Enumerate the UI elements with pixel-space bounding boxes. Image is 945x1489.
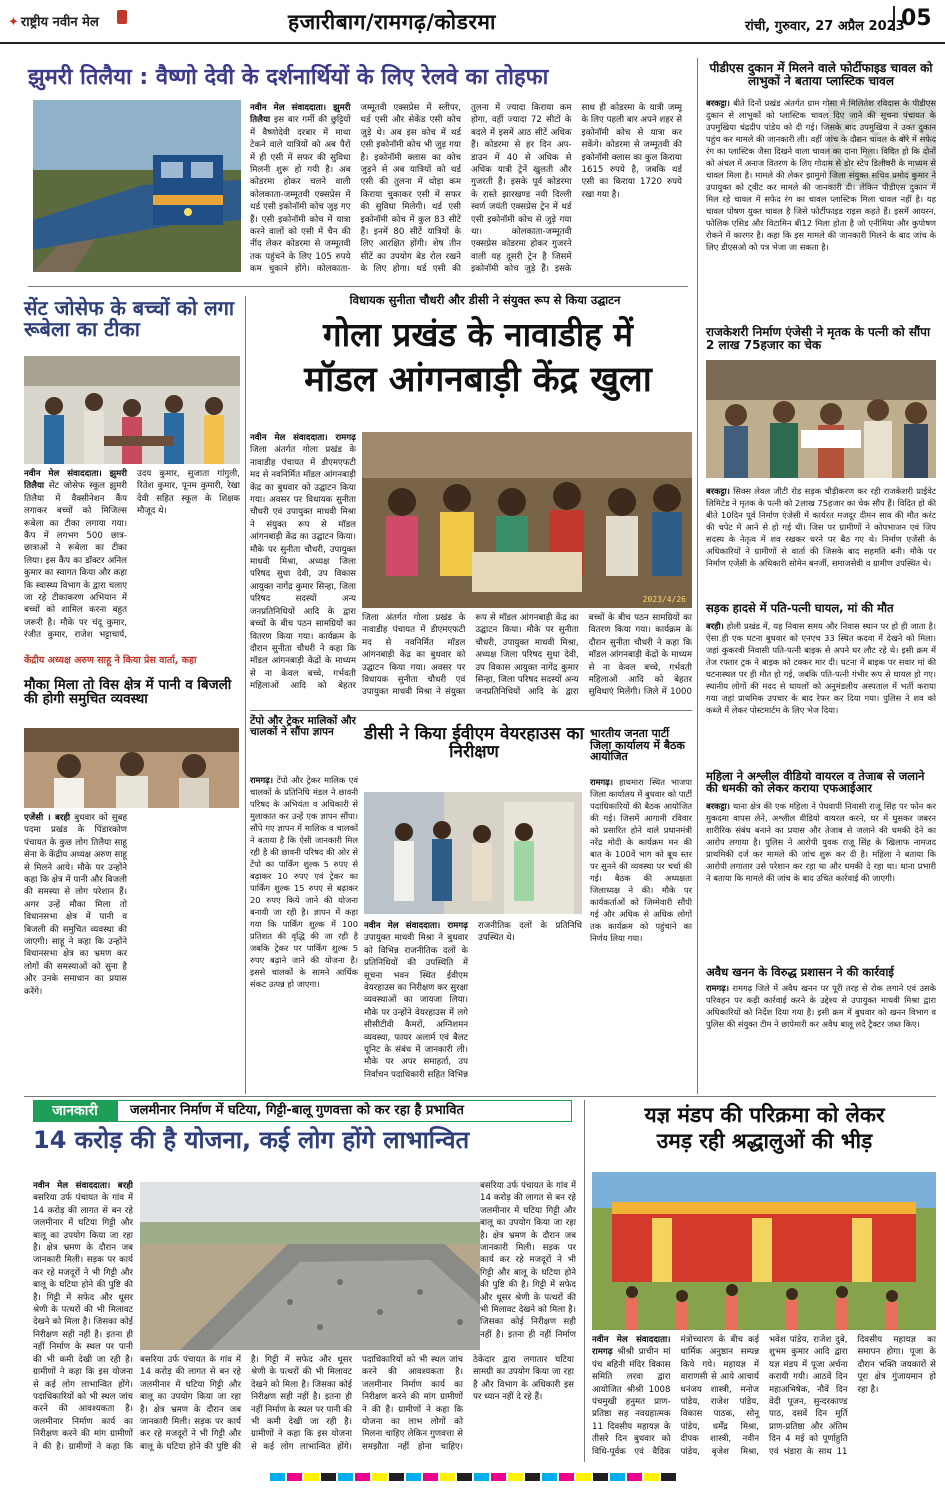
divider [250, 710, 692, 711]
rice-body [706, 97, 936, 317]
bjp-headline: भारतीय जनता पार्टी जिला कार्यालय में बैठक आयोजित [590, 727, 685, 764]
press-kicker: केंद्रीय अध्यक्ष अरुण साहू ने किया प्रेस वार्ता, कहा [24, 655, 197, 666]
compensation-body [706, 485, 936, 597]
rubella-dateline: नवीन मेल संवाददाता। झुमरी तिलैया [24, 469, 127, 492]
compensation-dateline: बरकट्ठा। [706, 486, 730, 496]
train-text: इस बार गर्मी की छुट्टियों में वैष्णोदेवी दरबार में माथा टेकने वाले यात्रियों को अब पैरों में ही एसी में सफर की सुविधा मिलनी शुरू हो गयी है। अब कोडरमा होकर चलने वाली कोलकाता-जम्मूतवी एक्सप्रेस में थर्ड एसी इकोनॉमी कोच जुड़ गए हैं। एसी इकोनॉमी कोच में यात्रा करने वालों को एसी में चैन की नींद लेकर कोडरमा से जम्मूतवी तक पहुंचने के लिए 105 रुपये कम चुकाने होंगे। कोलकाता-जम्मूतवी एक्सप्रेस में स्लीपर, थर्ड एसी और सेकेंड एसी कोच जुड़े थे। अब इस कोच में थर्ड एसी इकोनॉमी कोच भी जुड़ गया है। इकोनॉमी क्लास का कोच जुड़ने से अब यात्रियों को थर्ड एसी की तुलना में थोड़ा कम किराया चुकाकर एसी में सफर की सुविधा मिलेगी। थर्ड एसी इकोनॉमी कोच में कुल 83 सीटें हैं। इनमें 80 सीटें यात्रियों के लिए आरक्षित होंगी। शेष तीन सीटें का उपयोग बेड रोल रखने के लिए होगा। थर्ड एसी की तुलना में ज्यादा किराया कम होगा, वहीं ज्यादा 72 सीटों के बदले में इसमें आठ सीटें अधिक हैं। कोडरमा से हर दिन अप-डाउन में 40 से अधिक से अधिक यात्री ट्रेनें खुलती और गुजरती हैं। इसके पूर्व कोडरमा के रास्ते झारखण्ड नयी दिल्ली स्वर्ण जयंती एक्सप्रेस ट्रेन में थर्ड एसी इकोनॉमी कोच से जुड़े गया था। कोलकाता-जम्मूतवी एक्सप्रेस कोडरमा होकर गुजरने वाली यह दूसरी ट्रेन है जिसमें इकोनॉमी कोच जुड़े हैं। इसके साथ ही कोडरमा के यात्री जम्मू के लिए पहली बार अपने शहर से इकोनॉमी कोच से यात्रा कर सकेंगे। कोडरमा से जम्मूतवी की इकोनॉमी क्लास का कुल किराया 1615 रुपये है, जबकि थर्ड एसी का किराया 1720 रुपये रखा गया है। [250, 103, 682, 275]
press-headline: मौका मिला तो विस क्षेत्र में पानी व बिजली की होगी समुचित व्यवस्था [24, 677, 232, 708]
rubella-text: सेंट जोसेफ स्कूल झुमरी तिलैया में वैक्सीनेशन कैंप लगाकर बच्चों को मिजिल्स रूबेला का टीका लगाया गया। कैंप में लगभग 500 छात्र-छात्राओं ने रूबेला का टीका लिया। इस कैंप का डॉक्टर अनिल कुमार का स्वागत किया और कहा कि स्वास्थ्य विभाग के द्वारा चलाए जा रहे टीकाकरण अभियान में बच्चों को शामिल करना बहुत जरूरी है। मौके पर चंदू कुमार, रंजीत कुमार, राजेश भट्टाचार्य, उदय कुमार, सुजाता गांगुली, रितेश कुमार, पूनम कुमारी, रेखा देवी सहित स्कूल के शिक्षक मौजूद थे। [24, 469, 240, 641]
mining-body [706, 982, 936, 1092]
section-title: हजारीबाग/रामगढ़/कोडरमा [288, 10, 496, 34]
train-dateline: नवीन मेल संवाददाता। झुमरी तिलैया [250, 103, 351, 126]
press-photo [24, 728, 239, 808]
column-divider [697, 58, 698, 1094]
accident-dateline: बरही। [706, 621, 724, 631]
rubella-headline: सेंट जोसेफ के बच्चों को लगा रूबेला का टीका [24, 296, 235, 341]
compensation-text: सिक्स लेवल जीटी रोड सड़क चौड़ीकरण कर रही राजकेशरी प्राईवेट लिमिटेड ने मृतक के पत्नी को 2लाख 75हजार का चेक सौंप हैं। विदित हो की बीते 10दिन पूर्व निर्माण एंजेसी में कार्यरत मजदूर दीमन साव की मौत करंट की चपेट में आने से हो गई थी। जिस पर ग्रामीणों ने कोपभाजन एवं जिप सदस्य के नेतृत्व में शव रखकर धरने पर बैठ गए थे। निर्माण एजेंसी के अधिकारियों ने ग्रामीणों से वार्ता की जिसके बाद सहमति बनी। मौके पर निर्माण एजेंसी के अधिकारी सोमेन बनर्जी, समाजसेवी व ग्रामीण उपस्थित थे। [706, 486, 936, 568]
water-strap: जलमीनार निर्माण में घटिया, गिट्टी-बालू गुणवत्ता को कर रहा है प्रभावित [117, 1100, 572, 1122]
dc-text: उपायुक्त माधवी मिश्रा ने बुधवार को विभिन्न राजनीतिक दलों के प्रतिनिधियों की उपस्थिति में सूचना भवन स्थित ईवीएम वेयरहाउस का निरीक्षण कर सुरक्षा व्यवस्थाओं का जायजा लिया। मौके पर उन्होंने वेयरहाउस में लगे सीसीटीवी कैमरों, अग्निशमन व्यवस्था, फायर अलार्म एवं बैलट यूनिट के संबंध में जानकारी ली। मौके पर अपर समाहर्ता, उप निर्वाचन पदाधिकारी सहित विभिन्न राजनीतिक दलों के प्रतिनिधि उपस्थित थे। [364, 921, 582, 1080]
video-headline: महिला ने अश्लील वीडियो वायरल व तेजाब से जलाने की धमकी को लेकर कराया एफआईआर [706, 769, 925, 796]
water-body-left [33, 1180, 133, 1462]
masthead [0, 0, 945, 44]
train-body [250, 102, 682, 278]
anganwadi-headline-2: मॉडल आंगनबाड़ी केंद्र खुला [304, 360, 652, 400]
video-text: थाना क्षेत्र की एक महिला ने पेघवापी निवासी राजू सिंह पर फोन कर मुकदमा वापस लेने, अश्लील वीडियो वायरल करने, घर में घुसकर जबरन शारीरिक संबंध बनाने का प्रयास और तेजाब से जलाने की धमकी देने का आरोप लगाया है। पुलिस ने आरोपी युवक राजू सिंह के खिलाफ नामजद प्राथमिकी दर्ज कर मामले की जांच शुरू कर दी है। महिला ने बताया कि आरोपी लगातार उसे परेशान कर रहा था और धमकी दे रहा था। थाना प्रभारी ने बताया कि मामले की जांच के बाद उचित कार्रवाई की जाएगी। [706, 801, 936, 883]
dc-dateline: नवीन मेल संवाददाता। रामगढ़ [364, 921, 468, 931]
divider [28, 286, 688, 287]
accident-text: होली प्रखंड में, यह निवास समय और निवास स्थान पर हो ही जाता है। ऐसा ही एक घटना बुधवार को एनएच 33 स्थित कदवा में देखने को मिला। जहां कुकरवी निवासी पति-पत्नी बाइक से अपने घर लौट रहे थे। इसी क्रम में तेज रफ्तार ट्रक ने बाइक को टक्कर मार दी। घटना में बाइक पर सवार मां की घटनास्थल पर ही मौत हो गई, जबकि पति-पत्नी गंभीर रूप से घायल हो गए। स्थानीय लोगों की मदद से घायलों को अनुमंडलीय अस्पताल में भर्ती कराया गया जहां प्राथमिक उपचार के बाद रेफर कर दिया गया। पुलिस ने शव को कब्जे में लेकर पोस्टमार्टम के लिए भेज दिया। [706, 621, 936, 715]
brand-name: राष्ट्रीय नवीन मेल [20, 15, 99, 30]
tempo-body [250, 774, 358, 1094]
dc-headline: डीसी ने किया ईवीएम वेयरहाउस का निरीक्षण [364, 724, 584, 762]
water-body-bottom [140, 1354, 574, 1462]
mining-headline: अवैध खनन के विरुद्ध प्रशासन ने की कार्रवाई [706, 965, 894, 979]
anganwadi-text-cont: जिला अंतर्गत गोला प्रखंड के नावाडीह पंचायत में डीएमएफटी मद से नवनिर्मित मॉडल आंगनबाड़ी केंद्र का बुधवार को उद्घाटन किया गया। अवसर पर विधायक सुनीता चौधरी एवं उपायुक्त माधवी मिश्रा ने संयुक्त रूप से मॉडल आंगनबाड़ी केंद्र का उद्घाटन किया। मौके पर सुनीता चौधरी, उपायुक्त माधवी मिश्रा, अध्यक्ष जिला परिषद सुधा देवी, उप विकास आयुक्त नागेंद्र कुमार सिन्हा, जिला परिषद सदस्यों अन्य जनप्रतिनिधियों आदि के द्वारा बच्चों के बीच पठन सामग्रियों का वितरण किया गया। कार्यक्रम के दौरान सुनीता चौधरी ने कहा कि मॉडल आंगनबाड़ी केंद्रों के माध्यम से ना केवल बच्चे, गर्भवती महिलाओं आदि को बेहतर सुविधाएं मिलेंगी। जिले में 1000 [362, 613, 692, 698]
video-dateline: बरकट्ठा। [706, 801, 730, 811]
press-text: बुधवार को सुबह पदमा प्रखंड के पिंडारकोण पंचायत के कुछ लोग तिलैया साहू सेना के केंद्रीय अध्यक्ष अरुण साहू से मिलने आये। मौके पर उन्होंने कहा कि क्षेत्र में पानी और बिजली की समस्या से लोग परेशान हैं। अगर उन्हें मौका मिला तो विधानसभा क्षेत्र में पानी व बिजली की समुचित व्यवस्था की जाएगी। साहू ने कहा कि उन्होंने विधानसभा क्षेत्र का भ्रमण कर लोगों की समस्याओं को सुना है और उनके समाधान का प्रयास करेंगे। [24, 813, 128, 997]
water-dateline: नवीन मेल संवाददाता। बरही [33, 1181, 133, 1191]
rubella-body [24, 468, 240, 644]
rice-dateline: बरकट्ठा। [706, 98, 730, 108]
rice-text: बीते दिनों प्रखंड अंतर्गत ग्राम गोसा में मिलितेश रविदास के पीडीएस दुकान से लाभुकों को प्लास्टिक चावल दिए जाने की सूचना पंचायत के उपमुखिया चंद्रदीप पांडेय को दी गई। जिसके बाद उपमुखिया ने उक्त दुकान पहुंच कर मामले की जानकारी ली। वहीं जांच के दौरान चावल के बोरे में सफेद रंग का प्लास्टिक जैसा दिखने वाला चावल का दाना मिला। विदित हो कि दोनों को अंचल में अनाज वितरण के लिए गोदाम से डोर स्टेप डिलीवरी के माध्यम से चावल मिला है। मामले की लेकर झामुमो जिला संयुक्त सचिव प्रमोद कुमार ने उपायुक्त को ट्वीट कर मामले की जानकारी दी। लेकिन पीडीएस दुकान में मिल रहे चावल में सफेद रंग का चावल प्लास्टिक मिला चावल नहीं है। यह चावल पोषण युक्त चावल है जिसे फोर्टीफाइड राइस कहते हैं। इसमें आयरन, फोलिक एसिड और विटामिन बी12 मिला होता है जो एनीमिया और कुपोषण रोकने में कारगर है। कहा कि इस मामले की जानकारी मिलने के बाद जांच के लिए डीएसओ को पत्र भेजा जा सकता है। [706, 98, 936, 252]
brand-logo [8, 12, 99, 30]
water-text: बसरिया उर्फ पंचायत के गांव में 14 करोड़ की लागत से बन रहे जलमीनार में घटिया गिट्टी और बालू का उपयोग किया जा रहा है। क्षेत्र भ्रमण के दौरान जब जानकारी मिली। सड़क पर कार्य कर रहे मजदूरों ने भी गिट्टी और बालू के घटिया होने की पुष्टि की है। गिट्टी में सफेद और धूसर श्रेणी के पत्थरों की भी मिलावट देखने को मिला है। जिसका कोई निरीक्षण सही नहीं है। इतना ही नहीं निर्माण के स्थल पर पानी की भी कमी देखी जा रही है। ग्रामीणों ने कहा कि इस योजना से कई लोग लाभान्वित होंगे। पदाधिकारियों को भी स्थल जांच करने की आवश्यकता है। जलमीनार निर्माण कार्य का निरीक्षण करने की मांग ग्रामीणों ने की है। ग्रामीणों ने कहा कि [33, 1193, 133, 1452]
bjp-text: हाथमारा स्थित भाजपा जिला कार्यालय में बुधवार को पार्टी पदाधिकारियों की बैठक आयोजित की गई। जिसमें आगामी रविवार को प्रसारित होने वाले प्रधानमंत्री नरेंद्र मोदी के कार्यक्रम मन की बात के 100वें भाग को बूथ स्तर पर सुनने की व्यवस्था पर चर्चा की गई। बैठक की अध्यक्षता जिलाध्यक्ष ने की। मौके पर कार्यकर्ताओं को जिम्मेवारी सौंपी गई और अधिक से अधिक लोगों तक कार्यक्रम को पहुंचाने का निर्णय लिया गया। [590, 777, 692, 943]
cheque-photo [706, 360, 936, 478]
yagya-headline-1: यज्ञ मंडप की परिक्रमा को लेकर [644, 1103, 885, 1127]
yagya-photo [592, 1172, 936, 1330]
yagya-text: श्रीश्री प्राचीन मां पंच बहिनी मंदिर विकास समिति लरवा द्वारा आयोजित श्रीश्री 1008 पंचमुखी हनुमत प्राण-प्रतिष्ठा सह नवग्रहात्मक 11 दिवसीय महायज्ञ के तीसरे दिन बुधवार को विधि-पूर्वक एवं वैदिक मंत्रोच्चारण के बीच कई धार्मिक अनुष्ठान सम्पन्न किये गये। महायज्ञ में वाराणसी से आये आचार्य धनंजय शास्त्री, मनोज पांडेय, राजेश पांडेय, विकास पाठक, सोनू पांडेय, धर्मेंद्र मिश्रा, दीपक शास्त्री, नवीन पांडेय, बृजेश मिश्रा, भवेश पांडेय, राजेश दुबे, शुभम कुमार आदि द्वारा यज्ञ मंडप में पूजा अर्चना करायी गयी। आठवें दिन महाअभिषेक, नौवें दिन वेदी पूजन, सुन्दरकाण्ड पाठ, दसवें दिन मूर्ति प्राण-प्रतिष्ठा और अंतिम दिन 4 मई को पूर्णाहुति एवं भंडारा के साथ 11 दिवसीय महायज्ञ का समापन होगा। पूजा के दौरान भक्ति जयकारों से पूरा क्षेत्र गुंजायमान हो रहा है। [592, 1335, 936, 1457]
rice-headline: पीडीएस दुकान में मिलने वाले फोर्टीफाइड चावल को लाभुकों ने बताया प्लास्टिक चावल [709, 61, 933, 88]
anganwadi-body-bottom [362, 612, 692, 706]
mining-text: रामगढ़ जिले में अवैध खनन पर पूरी तरह से रोक लगाने एवं उसके परिवहन पर कड़ी कार्रवाई करने के उद्देश्य से उपायुक्त माधवी मिश्रा द्वारा अधिकारियों को निर्देश दिया गया है। इसी क्रम में बुधवार को खनन विभाग व पुलिस की संयुक्त टीम ने छापेमारी कर अवैध बालू लदे ट्रैक्टर जब्त किए। [706, 983, 936, 1029]
bjp-body [590, 776, 692, 1094]
dc-body [364, 920, 582, 1094]
water-text-right: बसरिया उर्फ पंचायत के गांव में 14 करोड़ की लागत से बन रहे जलमीनार में घटिया गिट्टी और बालू का उपयोग किया जा रहा है। क्षेत्र भ्रमण के दौरान जब जानकारी मिली। सड़क पर कार्य कर रहे मजदूरों ने भी गिट्टी और बालू के घटिया होने की पुष्टि की है। गिट्टी में सफेद और धूसर श्रेणी के पत्थरों की भी मिलावट देखने को मिला है। जिसका कोई निरीक्षण सही नहीं है। इतना ही नहीं निर्माण [480, 1181, 576, 1340]
yagya-dateline: नवीन मेल संवाददाता। रामगढ़ [592, 1335, 671, 1358]
rubella-photo [24, 356, 240, 464]
accident-headline: सड़क हादसे में पति-पत्नी घायल, मां की मौत [706, 601, 894, 615]
train-photo [33, 100, 241, 272]
anganwadi-headline-1: गोला प्रखंड के नावाडीह में [323, 315, 633, 354]
section-tag: जानकारी [33, 1100, 117, 1122]
tempo-dateline: रामगढ़। [250, 775, 273, 785]
anganwadi-text: जिला अंतर्गत गोला प्रखंड के नावाडीह पंचायत में डीएमएफटी मद से नवनिर्मित मॉडल आंगनबाड़ी केंद्र का बुधवार को उद्घाटन किया गया। अवसर पर विधायक सुनीता चौधरी एवं उपायुक्त माधवी मिश्रा ने संयुक्त रूप से मॉडल आंगनबाड़ी केंद्र का उद्घाटन किया। मौके पर सुनीता चौधरी, उपायुक्त माधवी मिश्रा, अध्यक्ष जिला परिषद सुधा देवी, उप विकास आयुक्त नागेंद्र कुमार सिन्हा, जिला परिषद सदस्यों अन्य जनप्रतिनिधियों आदि के द्वारा बच्चों के बीच पठन सामग्रियों का वितरण किया गया। कार्यक्रम के दौरान सुनीता चौधरी ने कहा कि मॉडल आंगनबाड़ी केंद्रों के माध्यम से ना केवल बच्चे, गर्भवती महिलाओं आदि को बेहतर [250, 445, 356, 692]
bjp-dateline: रामगढ़। [590, 777, 613, 787]
color-registration-bar [0, 1466, 945, 1488]
tempo-text: टेंपो और ट्रेकर मालिक एवं चालकों के प्रतिनिधि मंडल ने छावनी परिषद के अभियंता व अधिकारी से मुलाकात कर उन्हें एक ज्ञापन सौंपा। सौंपे गए ज्ञापन में मालिक व चालकों ने बताया है कि ऐसी जानकारी मिल रही है की छावनी परिषद की ओर से टेंपो का पार्किंग शुल्क 5 रुपए से बढ़ाकर 10 रुपए एवं ट्रेकर का पार्किंग शुल्क 15 रुपए से बढ़ाकर 20 रुपए किये जाने की योजना बनायी जा रही है। ज्ञापन में कहा गया कि पार्किंग शुल्क में 100 प्रतिशत की वृद्धि की जा रही है जबकि ट्रेकर पर पार्किंग शुल्क 5 रुपए बढ़ाने जाने की योजना है। इससे चालकों के सामने आर्थिक संकट उत्पन्न हो जाएगा। [250, 775, 358, 989]
issue-date: रांची, गुरुवार, 27 अप्रैल 2023 [745, 19, 905, 34]
column-divider [245, 296, 246, 1094]
bird-icon: ✦ [8, 15, 19, 30]
accident-body [706, 620, 936, 768]
water-body-right [480, 1180, 576, 1352]
yagya-body [592, 1334, 936, 1462]
press-dateline: एजेंसी । बरही [24, 813, 71, 823]
page-number: 05 [893, 6, 932, 31]
water-headline: 14 करोड़ की है योजना, कई लोग होंगे लाभान्वित [33, 1126, 470, 1154]
press-body [24, 812, 240, 1094]
anganwadi-photo [362, 432, 692, 608]
compensation-headline: राजकेशरी निर्माण एंजेसी ने मृतक के पत्नी को सौंपा 2 लाख 75हजार का चेक [706, 325, 931, 352]
flag-icon [117, 10, 127, 24]
anganwadi-body-left [250, 432, 356, 704]
anganwadi-dateline: नवीन मेल संवाददाता। रामगढ़ [250, 433, 356, 443]
video-body [706, 800, 936, 962]
column-divider [584, 1100, 585, 1462]
tempo-headline: टेंपो और ट्रेकर मालिकों और चालकों ने सौंपा ज्ञापन [250, 715, 356, 739]
divider [24, 1096, 936, 1097]
mining-dateline: रामगढ़। [706, 983, 729, 993]
photo-date-stamp: 2023/4/26 [642, 595, 686, 604]
anganwadi-kicker: विधायक सुनीता चौधरी और डीसी ने संयुक्त रूप से किया उद्घाटन [349, 293, 621, 307]
train-headline: झुमरी तिलैया : वैष्णो देवी के दर्शनार्थियों के लिए रेलवे का तोहफा [28, 65, 549, 90]
yagya-headline-2: उमड़ रही श्रद्धालुओं की भीड़ [656, 1129, 873, 1153]
dc-photo [364, 792, 582, 914]
water-text-cont: बसरिया उर्फ पंचायत के गांव में 14 करोड़ की लागत से बन रहे जलमीनार में घटिया गिट्टी और बालू का उपयोग किया जा रहा है। क्षेत्र भ्रमण के दौरान जब जानकारी मिली। सड़क पर कार्य कर रहे मजदूरों ने भी गिट्टी और बालू के घटिया होने की पुष्टि की है। गिट्टी में सफेद और धूसर श्रेणी के पत्थरों की भी मिलावट देखने को मिला है। जिसका कोई निरीक्षण सही नहीं है। इतना ही नहीं निर्माण के स्थल पर पानी की भी कमी देखी जा रही है। ग्रामीणों ने कहा कि इस योजना से कई लोग लाभान्वित होंगे। पदाधिकारियों को भी स्थल जांच करने की आवश्यकता है। जलमीनार निर्माण कार्य का निरीक्षण करने की मांग ग्रामीणों ने की है। ग्रामीणों ने कहा कि योजना का लाभ लोगों को मिलना चाहिए लेकिन गुणवत्ता से समझौता नहीं होना चाहिए। ठेकेदार द्वारा लगातार घटिया सामग्री का उपयोग किया जा रहा है और विभाग के अधिकारी इस पर ध्यान नहीं दे रहे हैं। [140, 1355, 574, 1452]
